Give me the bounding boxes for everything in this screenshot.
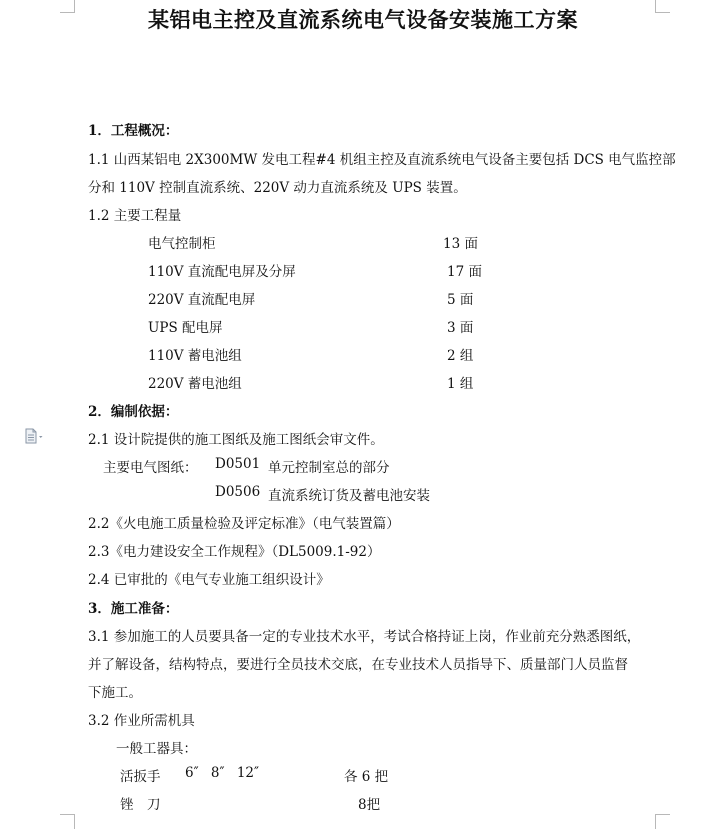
quantity-item-value: 13 面 xyxy=(443,236,478,252)
quantity-item-value: 1 组 xyxy=(447,376,474,392)
paragraph-line: 2.1 设计院提供的施工图纸及施工图纸会审文件。 xyxy=(88,432,384,448)
paragraph-line: 2.3《电力建设安全工作规程》（DL5009.1-92） xyxy=(88,544,381,560)
drawing-description: 直流系统订货及蓄电池安装 xyxy=(268,488,430,504)
quantity-item-name: 110V 蓄电池组 xyxy=(148,348,242,364)
paragraph-line: 1.2 主要工程量 xyxy=(88,208,182,224)
section-heading: 2．编制依据： xyxy=(88,404,179,420)
drawings-label: 主要电气图纸： xyxy=(103,460,198,476)
paragraph-line: 并了解设备，结构特点，要进行全员技术交底，在专业技术人员指导下、质量部门人员监督 xyxy=(88,657,628,673)
paragraph-line: 3.1 参加施工的人员要具备一定的专业技术水平，考试合格持证上岗，作业前充分熟悉图纸， xyxy=(88,629,641,645)
quantity-item-value: 2 组 xyxy=(447,348,474,364)
tools-label: 一般工器具： xyxy=(116,741,197,757)
quantity-item-name: 电气控制柜 xyxy=(148,236,216,252)
drawing-description: 单元控制室总的部分 xyxy=(268,460,390,476)
tool-qty: 8把 xyxy=(358,797,381,813)
quantity-item-value: 17 面 xyxy=(447,264,482,280)
document-dropdown-icon[interactable] xyxy=(24,428,46,444)
quantity-item-name: UPS 配电屏 xyxy=(148,320,223,336)
quantity-item-name: 220V 直流配电屏 xyxy=(148,292,256,308)
quantity-item-name: 110V 直流配电屏及分屏 xyxy=(148,264,296,280)
document-title: 某铝电主控及直流系统电气设备安装施工方案 xyxy=(148,7,578,32)
paragraph-line: 1.1 山西某铝电 2X300MW 发电工程#4 机组主控及直流系统电气设备主要包括 DCS 电气监控部 xyxy=(88,152,676,168)
tool-qty: 各 6 把 xyxy=(344,769,389,785)
tool-spec: 6″ 8″ 12″ xyxy=(185,765,260,781)
paragraph-line: 下施工。 xyxy=(88,685,142,701)
tool-name: 锉 刀 xyxy=(120,797,161,813)
quantity-item-value: 3 面 xyxy=(447,320,474,336)
paragraph-line: 2.2《火电施工质量检验及评定标准》（电气装置篇） xyxy=(88,516,400,532)
tool-name: 活扳手 xyxy=(120,769,161,785)
quantity-item-name: 220V 蓄电池组 xyxy=(148,376,242,392)
quantity-item-value: 5 面 xyxy=(447,292,474,308)
paragraph-line: 分和 110V 控制直流系统、220V 动力直流系统及 UPS 装置。 xyxy=(88,180,467,196)
drawing-code: D0506 xyxy=(215,484,261,500)
section-heading: 3．施工准备： xyxy=(88,601,179,617)
drawing-code: D0501 xyxy=(215,456,261,472)
paragraph-line: 2.4 已审批的《电气专业施工组织设计》 xyxy=(88,572,330,588)
page-corner-mark xyxy=(655,814,670,829)
paragraph-line: 3.2 作业所需机具 xyxy=(88,713,195,729)
page-corner-mark xyxy=(60,814,75,829)
section-heading: 1．工程概况： xyxy=(88,123,179,139)
